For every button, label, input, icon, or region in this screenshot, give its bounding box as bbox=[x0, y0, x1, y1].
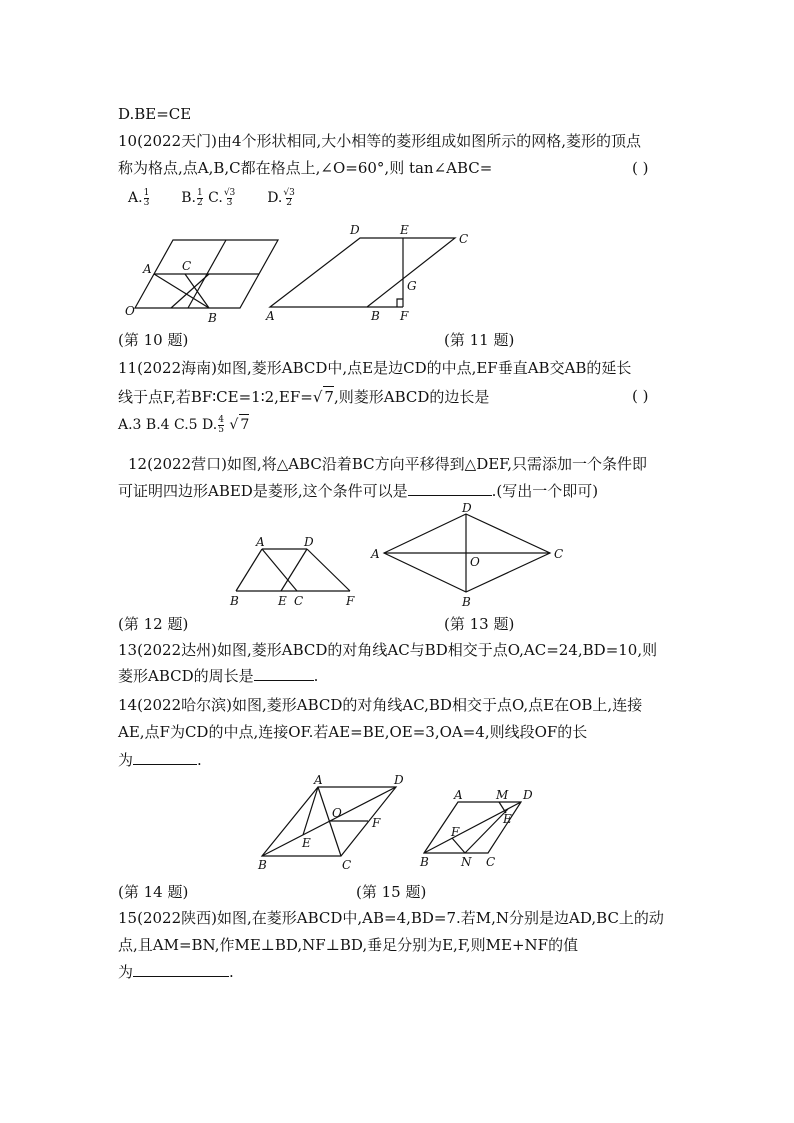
f15-label-d: D bbox=[523, 788, 533, 802]
q13-line2 bbox=[118, 666, 318, 686]
q10-line1: 10(2022天门)由4个形状相同,大小相等的菱形组成如图所示的网格,菱形的顶点 bbox=[118, 132, 642, 150]
q11-opt-d-num: 4 bbox=[218, 414, 224, 425]
f12-label-e: E bbox=[278, 594, 287, 608]
q13-line2-pre: 菱形ABCD的周长是 bbox=[118, 667, 254, 685]
q12-line2-pre: 可证明四边形ABED是菱形,这个条件可以是 bbox=[118, 482, 408, 500]
q11-sqrt-7: 7 bbox=[324, 388, 334, 406]
q10-line2: 称为格点,点A,B,C都在格点上,∠O=60°,则 tan∠ABC= bbox=[118, 159, 493, 177]
f13-label-a: A bbox=[371, 547, 380, 561]
f15-label-f: F bbox=[451, 825, 460, 839]
q14-line2: AE,点F为CD的中点,连接OF.若AE=BE,OE=3,OA=4,则线段OF的长 bbox=[118, 723, 588, 741]
f10-label-o: O bbox=[125, 304, 135, 318]
q10-caption: (第 10 题) bbox=[118, 331, 189, 349]
q15-answer-blank[interactable] bbox=[133, 962, 229, 977]
f12-label-f: F bbox=[346, 594, 355, 608]
q15-line3-post: . bbox=[229, 963, 234, 981]
f11-label-c: C bbox=[459, 232, 469, 246]
f12-label-a: A bbox=[256, 535, 265, 549]
q13-caption: (第 13 题) bbox=[444, 615, 515, 633]
q13-line2-post: . bbox=[313, 667, 319, 685]
q10-opt-b-den: 2 bbox=[196, 197, 203, 208]
q13-line1: 13(2022达州)如图,菱形ABCD的对角线AC与BD相交于点O,AC=24,BD=10,则 bbox=[118, 641, 658, 659]
q10-opt-b-label: B. bbox=[181, 190, 196, 206]
q14-answer-blank[interactable] bbox=[133, 750, 197, 765]
q11-answer-paren: ( ) bbox=[632, 387, 649, 405]
q11-opt-d-den: 5 bbox=[218, 424, 224, 435]
q12-line2 bbox=[118, 481, 598, 501]
q9-option-d: D.BE=CE bbox=[118, 105, 192, 123]
f12-label-c: C bbox=[294, 594, 304, 608]
q14-line3-pre: 为 bbox=[118, 751, 134, 769]
q15-line1: 15(2022陕西)如图,在菱形ABCD中,AB=4,BD=7.若M,N分别是边AD,BC上的动 bbox=[118, 909, 664, 927]
f13-label-b: B bbox=[462, 595, 471, 609]
q10-answer-paren: ( ) bbox=[632, 159, 649, 177]
q11-options-pre: A.3 B.4 C.5 D. bbox=[118, 417, 218, 433]
q12-line1: 12(2022营口)如图,将△ABC沿着BC方向平移得到△DEF,只需添加一个条件即 bbox=[128, 455, 648, 473]
f12-ab bbox=[236, 549, 262, 591]
q12-line2-post: .(写出一个即可) bbox=[491, 482, 599, 500]
q14-line3-post: . bbox=[197, 751, 202, 769]
f15-label-a: A bbox=[454, 788, 463, 802]
f11-label-f: F bbox=[400, 309, 409, 323]
f10-seg-ob bbox=[171, 274, 209, 308]
f14-label-d: D bbox=[394, 773, 404, 787]
q10-opt-c-den: 3 bbox=[226, 197, 233, 208]
q11-line2-post: ,则菱形ABCD的边长是 bbox=[333, 388, 490, 406]
q11-opt-d-frac bbox=[218, 416, 224, 435]
f13-label-d: D bbox=[462, 501, 472, 515]
q10-opt-b-num: 1 bbox=[196, 187, 203, 198]
f15-label-b: B bbox=[420, 855, 429, 869]
q15-caption: (第 15 题) bbox=[356, 883, 427, 901]
f10-label-a: A bbox=[143, 262, 152, 276]
q15-line3 bbox=[118, 962, 234, 982]
q12-caption: (第 12 题) bbox=[118, 615, 189, 633]
f10-seg-ab bbox=[154, 274, 209, 308]
f11-label-d: D bbox=[350, 223, 360, 237]
q10-opt-c-num: √3 bbox=[223, 187, 236, 198]
f14-label-b: B bbox=[258, 858, 267, 872]
q11-opt-d-sqrt-sign: √ bbox=[229, 417, 239, 433]
q10-opt-a-den: 3 bbox=[143, 197, 150, 208]
q10-opt-d-den: 2 bbox=[286, 197, 292, 208]
f15-label-m: M bbox=[496, 788, 509, 802]
q14-line3 bbox=[118, 750, 202, 770]
f11-label-b: B bbox=[371, 309, 380, 323]
q12-answer-blank[interactable] bbox=[408, 481, 492, 496]
q10-opt-a-label: A. bbox=[128, 190, 143, 206]
f11-rhombus bbox=[270, 238, 455, 307]
f12-ac bbox=[262, 549, 297, 591]
f14-label-e: E bbox=[302, 836, 311, 850]
q11-opt-d-sqrt: 7 bbox=[239, 414, 249, 435]
f12-de bbox=[281, 549, 307, 591]
f10-label-c: C bbox=[182, 259, 192, 273]
f11-right-angle bbox=[397, 299, 403, 307]
q11-sqrt-sign: √ bbox=[312, 388, 323, 406]
f13-label-c: C bbox=[554, 547, 564, 561]
q10-opt-a-num: 1 bbox=[143, 187, 150, 198]
q11-line2 bbox=[118, 386, 489, 407]
f15-label-c: C bbox=[486, 855, 496, 869]
q11-caption: (第 11 题) bbox=[444, 331, 515, 349]
f11-label-a: A bbox=[266, 309, 275, 323]
f15-nf bbox=[452, 838, 465, 853]
f12-label-b: B bbox=[230, 594, 239, 608]
f11-label-e: E bbox=[400, 223, 409, 237]
q11-options bbox=[118, 414, 249, 435]
q15-line2: 点,且AM=BN,作ME⊥BD,NF⊥BD,垂足分别为E,F,则ME+NF的值 bbox=[118, 936, 579, 954]
f10-seg-cb bbox=[185, 274, 209, 308]
f12-df bbox=[307, 549, 350, 591]
f13-label-o: O bbox=[470, 555, 480, 569]
f15-label-n: N bbox=[461, 855, 472, 869]
f15-label-e: E bbox=[503, 812, 512, 826]
q10-opt-c-label: C. bbox=[208, 190, 223, 206]
f12-label-d: D bbox=[304, 535, 314, 549]
f14-label-f: F bbox=[372, 816, 381, 830]
f11-label-g: G bbox=[407, 279, 417, 293]
q15-line3-pre: 为 bbox=[118, 963, 134, 981]
f14-label-a: A bbox=[314, 773, 323, 787]
q14-caption: (第 14 题) bbox=[118, 883, 189, 901]
f10-label-b: B bbox=[208, 311, 217, 325]
q11-line2-pre: 线于点F,若BF∶CE=1∶2,EF= bbox=[118, 388, 313, 406]
q13-answer-blank[interactable] bbox=[254, 666, 314, 681]
q10-opt-d-label: D. bbox=[267, 190, 283, 206]
q10-opt-d-num: √3 bbox=[283, 187, 295, 198]
q14-line1: 14(2022哈尔滨)如图,菱形ABCD的对角线AC,BD相交于点O,点E在OB上,连接 bbox=[118, 696, 643, 714]
f14-label-o: O bbox=[332, 806, 342, 820]
q11-line1: 11(2022海南)如图,菱形ABCD中,点E是边CD的中点,EF垂直AB交AB的延长 bbox=[118, 359, 632, 377]
f14-label-c: C bbox=[342, 858, 352, 872]
